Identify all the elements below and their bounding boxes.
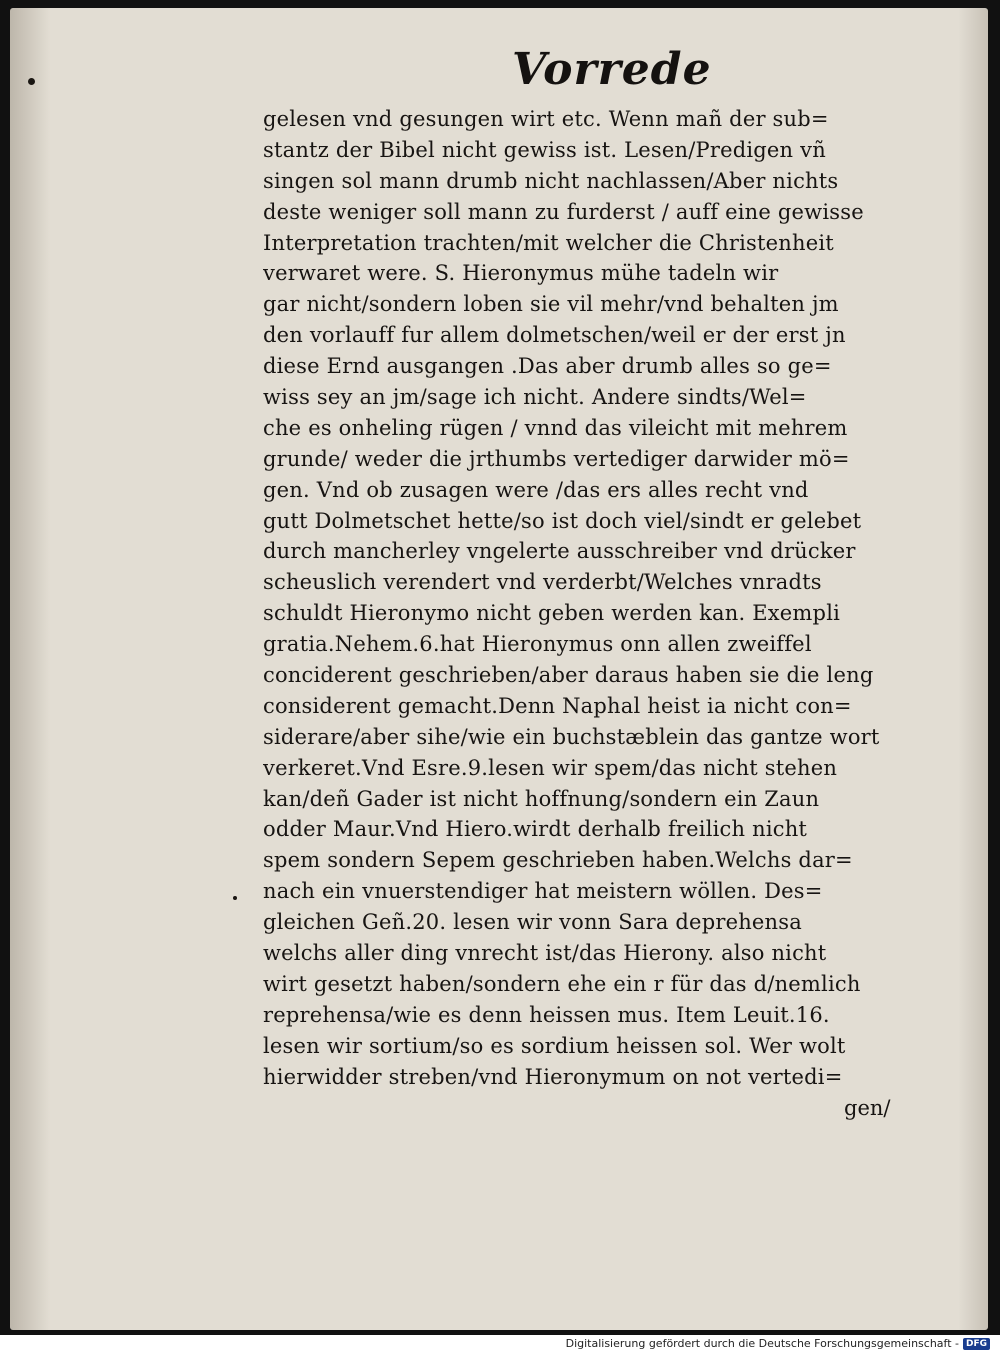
text-line: che es onheling rügen / vnnd das vileicht mit mehrem (263, 415, 848, 440)
gutter-shadow (10, 8, 50, 1330)
text-line: grunde/ weder die jrthumbs vertediger darwider mö= (263, 446, 850, 471)
text-line: durch mancherley vngelerte ausschreiber vnd drücker (263, 539, 856, 564)
catchword: gen/ (844, 1096, 891, 1120)
text-line: lesen wir sortium/so es sordium heissen sol. Wer wolt (263, 1033, 846, 1058)
text-line: gleichen Geñ.20. lesen wir vonn Sara deprehensa (263, 910, 802, 935)
footer-text: Digitalisierung gefördert durch die Deutsche Forschungsgemeinschaft - (565, 1337, 959, 1350)
ink-mark (28, 78, 35, 85)
text-line: singen sol mann drumb nicht nachlassen/Aber nichts (263, 168, 839, 193)
text-line: diese Ernd ausgangen .Das aber drumb alles so ge= (263, 354, 832, 379)
footer (566, 1337, 990, 1350)
text-line: considerent gemacht.Denn Naphal heist ia nicht con= (263, 693, 852, 718)
text-line: spem sondern Sepem geschrieben haben.Welchs dar= (263, 848, 853, 873)
text-line: scheuslich verendert vnd verderbt/Welches vnradts (263, 570, 822, 595)
text-line: gratia.Nehem.6.hat Hieronymus onn allen zweiffel (263, 632, 812, 657)
text-line: wiss sey an jm/sage ich nicht. Andere sindts/Wel= (263, 385, 807, 410)
text-line: schuldt Hieronymo nicht geben werden kan. Exempli (263, 601, 841, 626)
body-text (263, 104, 911, 1093)
text-line: deste weniger soll mann zu furderst / auff eine gewisse (263, 199, 864, 224)
dfg-logo: DFG (963, 1338, 990, 1350)
text-line: siderare/aber sihe/wie ein buchstæblein das gantze wort (263, 724, 880, 749)
text-line: gar nicht/sondern loben sie vil mehr/vnd behalten jm (263, 292, 839, 317)
text-line: welchs aller ding vnrecht ist/das Hierony. also nicht (263, 941, 827, 966)
text-line: reprehensa/wie es denn heissen mus. Item Leuit.16. (263, 1002, 830, 1027)
text-line: den vorlauff fur allem dolmetschen/weil er der erst jn (263, 323, 846, 348)
text-line: gen. Vnd ob zusagen were /das ers alles recht vnd (263, 477, 809, 502)
text-line: kan/deñ Gader ist nicht hoffnung/sondern ein Zaun (263, 786, 820, 811)
text-line: conciderent geschrieben/aber daraus haben sie die leng (263, 663, 874, 688)
text-line: odder Maur.Vnd Hiero.wirdt derhalb freilich nicht (263, 817, 808, 842)
text-line: gelesen vnd gesungen wirt etc. Wenn mañ der sub= (263, 107, 829, 131)
edge-shadow (958, 8, 988, 1330)
ink-mark (233, 896, 237, 900)
text-line: nach ein vnuerstendiger hat meistern wöllen. Des= (263, 879, 823, 904)
text-line: verwaret were. S. Hieronymus mühe tadeln wir (263, 261, 779, 286)
text-line: gutt Dolmetschet hette/so ist doch viel/sindt er gelebet (263, 508, 862, 533)
text-line: Interpretation trachten/mit welcher die Christenheit (263, 230, 834, 255)
text-line: verkeret.Vnd Esre.9.lesen wir spem/das nicht stehen (263, 755, 838, 780)
text-line: wirt gesetzt haben/sondern ehe ein r für das d/nemlich (263, 971, 861, 996)
text-line: hierwidder streben/vnd Hieronymum on not vertedi= (263, 1064, 843, 1089)
text-line: stantz der Bibel nicht gewiss ist. Lesen/Predigen vñ (263, 137, 826, 162)
running-header: Vorrede (512, 44, 712, 95)
